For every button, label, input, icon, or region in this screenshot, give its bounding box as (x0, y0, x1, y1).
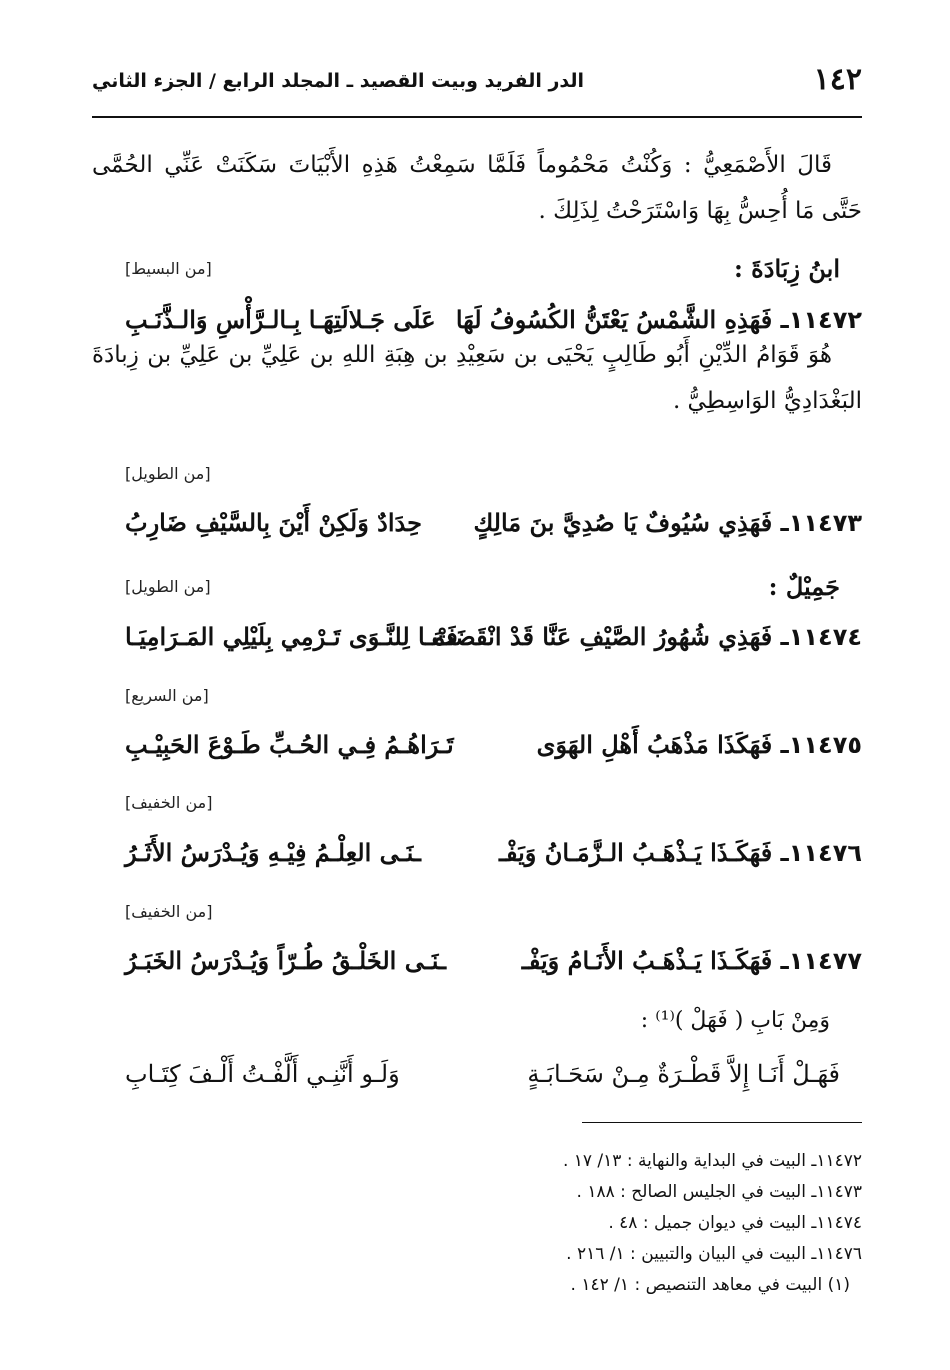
verse-line (125, 1060, 862, 1100)
meter-label: [من الطويل] (125, 577, 211, 596)
verse-line (125, 508, 862, 548)
footnote: ١١٤٧٤ـ البيت في ديوان جميل : ٤٨ . (608, 1213, 862, 1233)
verse-second-hemistich: عَلَى جَـلالَتِهَـا بِـالـرَّأْسِ وَالـذَّنَـبِ (125, 305, 436, 334)
verse-second-hemistich: ـنَـى العِلْـمُ فِيْـهِ وَيُـدْرَسُ الأَثَـرُ (125, 838, 421, 867)
verse-first-hemistich: ١١٤٧٤ـ فَهَذِي شُهُورُ الصَّيْفِ عَنَّا قَدْ انْقَضَتْ (431, 622, 862, 651)
verse-number: ١١٤٧٢ـ (780, 306, 862, 334)
verse-second-hemistich: تَـرَاهُـمُ فِـي الحُـبِّ طَـوْعَ الحَبِيْـبِ (125, 730, 454, 759)
footnote: ١١٤٧٣ـ البيت في الجليس الصالح : ١٨٨ . (576, 1182, 862, 1202)
meter-label: [من الخفيف] (125, 793, 213, 812)
page-number: ١٤٢ (813, 62, 862, 97)
verse-line (125, 838, 862, 878)
poet-name: جَمِيْلٌ : (768, 572, 840, 601)
verse-line (125, 946, 862, 986)
verse-line (125, 622, 862, 662)
poet-name: ابنُ زِبَادَةَ : (733, 254, 840, 283)
footnote-divider (582, 1122, 862, 1123)
verse-second-hemistich: حِدَادٌ وَلَكِنْ أَيْنَ بِالسَّيْفِ ضَارِبُ (125, 508, 422, 537)
running-title: الدر الفريد وبيت القصيد ـ المجلد الرابع / الجزء الثاني (92, 70, 585, 92)
meter-label: [من الطويل] (125, 464, 211, 483)
meter-label: [من الخفيف] (125, 902, 213, 921)
meter-label: [من البسيط] (125, 259, 212, 278)
verse-first-hemistich: فَهَـلْ أَنَـا إِلاَّ قَطْـرَةٌ مِـنْ سَحَـابَـةٍ (527, 1060, 840, 1088)
footnote: (١) البيت في معاهد التنصيص : ١/ ١٤٢ . (570, 1275, 850, 1295)
verse-first-hemistich: ١١٤٧٦ـ فَهَكَـذَا يَـذْهَـبُ الـزَّمَـانُ وَيَفْـ (498, 838, 862, 867)
verse-first-hemistich: ١١٤٧٥ـ فَهَكَذَا مَذْهَبُ أَهْلِ الهَوَى (536, 730, 862, 759)
verse-number: ١١٤٧٥ـ (780, 731, 862, 759)
footnote: ١١٤٧٦ـ البيت في البيان والتبيين : ١/ ٢١٦ . (566, 1244, 862, 1264)
page-header (92, 62, 862, 102)
verse-first-hemistich: ١١٤٧٧ـ فَهَكَـذَا يَـذْهَـبُ الأَنَـامُ وَيَفْـ (521, 946, 862, 975)
verse-second-hemistich: ـنَـى الخَلْـقُ طُـرّاً وَيُـدْرَسُ الخَبَـرُ (125, 946, 447, 975)
verse-number: ١١٤٧٤ـ (780, 623, 862, 651)
verse-first-hemistich: ١١٤٧٢ـ فَهَذِهِ الشَّمْسُ يَعْتَنُّ الكُسُوفُ لَهَا (455, 305, 862, 334)
verse-second-hemistich: وَلَـو أَنَّنِـي أَلَّفْـتُ أَلْـفَ كِتَـابِ (125, 1060, 400, 1088)
footnotes (92, 1146, 862, 1301)
verse-number: ١١٤٧٣ـ (780, 509, 862, 537)
verse-number: ١١٤٧٧ـ (780, 947, 862, 975)
intro-paragraph: قَالَ الأَصْمَعِيُّ : وَكُنْتُ مَحْمُوماً فَلَمَّا سَمِعْتُ هَذِهِ الأَبْيَاتَ سَكَنَتْ عَنِّي الحُمَّى حَتَّى مَا أُحِسُّ بِهَا وَاسْتَرَحْتُ لِذَلِكَ . (92, 152, 862, 224)
verse-line (125, 730, 862, 770)
verse-first-hemistich: ١١٤٧٣ـ فَهَذِي سُيُوفٌ يَا صُدِيَّ بنَ مَالِكٍ (473, 508, 862, 537)
header-divider (92, 116, 862, 118)
verse-second-hemistich: فَمَـا لِلنَّـوَى تَـرْمِي بِلَيْلِي المَـرَامِيَـا (125, 622, 458, 651)
footnote: ١١٤٧٢ـ البيت في البداية والنهاية : ١٣/ ١٧ . (562, 1151, 862, 1171)
verse-number: ١١٤٧٦ـ (780, 839, 862, 867)
biography-paragraph: هُوَ قَوَامُ الدِّيْنِ أَبُو طَالِبٍ يَحْيَى بن سَعِيْدِ بن هِبَةِ اللهِ بن عَلِيِّ بن عَلِيِّ بن زِبادَةَ البَغْدَادِيُّ الوَاسِطِيُّ . (92, 342, 862, 414)
chapter-intro: وَمِنْ بَابِ ( فَهَلْ )⁽¹⁾ : (640, 1008, 830, 1033)
meter-label: [من السريع] (125, 686, 209, 705)
